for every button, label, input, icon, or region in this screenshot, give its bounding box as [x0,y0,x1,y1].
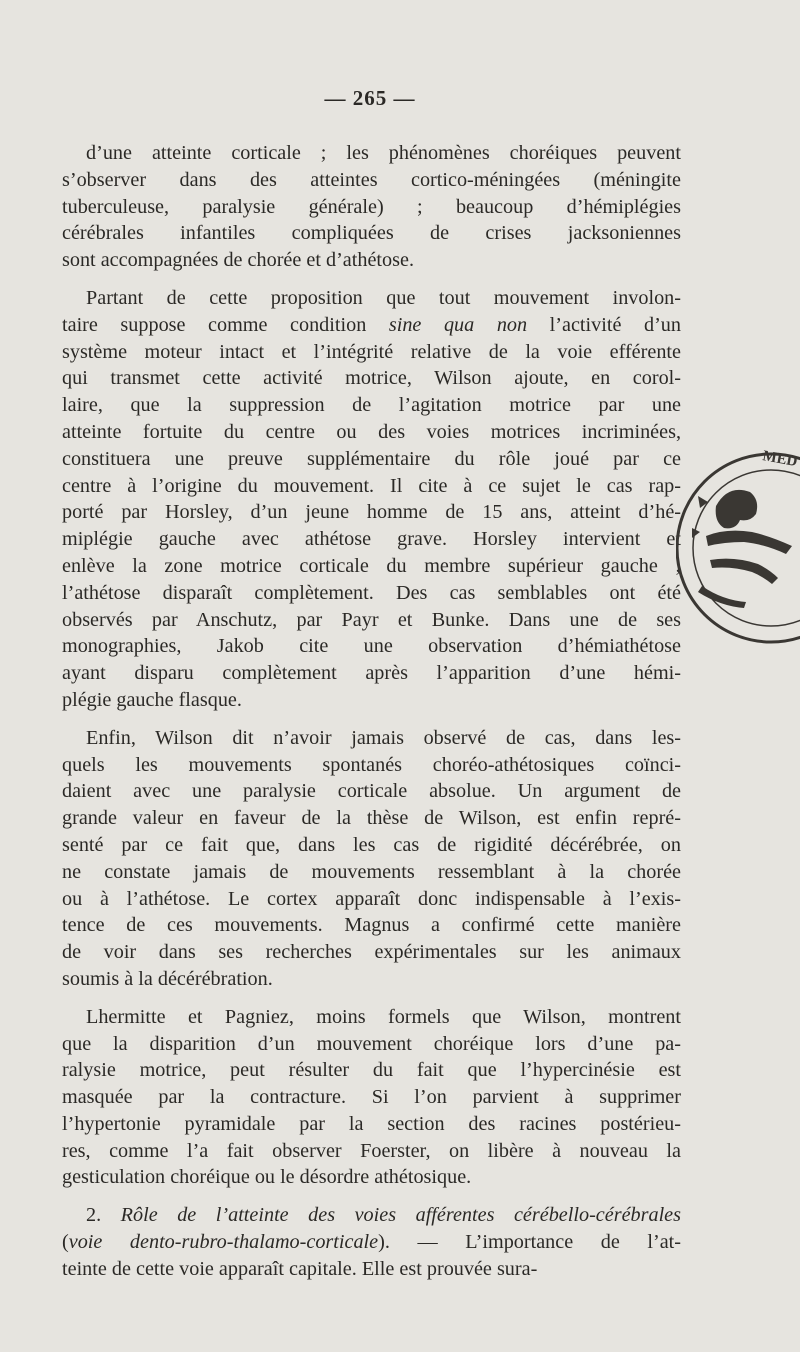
text-segment: Enfin, Wilson dit n’avoir jamais observé de cas, dans les- [86,726,681,749]
text-line [62,1138,681,1165]
text-line [62,365,681,392]
text-segment: centre à l’origine du mouvement. Il cite à ce sujet le cas rap- [62,474,681,497]
text-line [62,1057,681,1084]
text-line [62,392,681,419]
text-line [62,140,681,167]
text-line [62,966,681,993]
text-segment: constituera une preuve supplémentaire du rôle joué par ce [62,447,681,470]
text-line [62,886,681,913]
text-segment: 2. [86,1204,121,1227]
text-line [62,1256,681,1283]
text-segment: ralysie motrice, peut résulter du fait que l’hypercinésie est [62,1059,681,1082]
page-number: — 265 — [324,86,416,110]
text-segment: porté par Horsley, d’un jeune homme de 15 ans, atteint d’hé- [62,501,681,524]
paragraph-gap [62,1191,681,1202]
text-line [62,752,681,779]
text-segment: teinte de cette voie apparaît capitale. Elle est prouvée sura- [62,1257,538,1280]
text-line [62,553,681,580]
text-line [62,526,681,553]
text-segment: miplégie gauche avec athétose grave. Horsley intervient et [62,528,681,551]
text-segment: gesticulation choréique ou le désordre athétosique. [62,1166,472,1189]
text-segment: cérébrales infantiles compliquées de crises jacksoniennes [62,222,681,245]
text-segment: ou à l’athétose. Le cortex apparaît donc indispensable à l’exis- [62,887,681,910]
text-segment: monographies, Jakob cite une observation d’hémiathétose [62,635,681,658]
text-segment: ayant disparu complètement après l’apparition d’une hémi- [62,662,681,685]
text-line [62,1004,681,1031]
text-segment: quels les mouvements spontanés choréo-athétosiques coïnci- [62,753,681,776]
text-segment: observés par Anschutz, par Payr et Bunke. Dans une de ses [62,608,681,631]
text-segment: senté par ce fait que, dans les cas de rigidité décérébrée, on [62,833,681,856]
text-line [62,580,681,607]
italic-text: voie dento-rubro-thalamo-corticale [68,1231,379,1254]
text-line [62,419,681,446]
text-segment: soumis à la décérébration. [62,967,273,990]
italic-text: Rôle de l’atteinte des voies afférentes cérébello-cérébrales [120,1204,682,1227]
text-segment: Lhermitte et Pagniez, moins formels que Wilson, montrent [86,1005,681,1028]
text-segment: que la disparition d’un mouvement choréique lors d’une pa- [62,1032,681,1055]
paragraph [62,1004,681,1192]
text-line [62,312,681,339]
text-line [62,1031,681,1058]
text-line [62,285,681,312]
text-segment: l’athétose disparaît complètement. Des cas semblables ont été [62,581,681,604]
text-segment: atteinte fortuite du centre ou des voies motrices incriminées, [62,420,681,443]
text-line [62,247,681,274]
paragraph [62,285,681,714]
text-line [62,805,681,832]
text-line [62,473,681,500]
text-segment: daient avec une paralysie corticale absolue. Un argument de [62,780,681,803]
text-segment: système moteur intact et l’intégrité relative de la voie efférente [62,340,681,363]
text-line [62,725,681,752]
faculty-library-stamp-icon [676,436,800,666]
text-segment: ). — L’importance de l’at- [378,1231,681,1254]
text-segment: ( [62,1231,69,1254]
paragraph-gap [62,714,681,725]
paragraph [62,140,681,274]
text-line [62,660,681,687]
text-line [62,1164,681,1191]
text-line [62,1229,681,1256]
body-text [62,140,681,1283]
text-line [62,220,681,247]
text-segment: l’hypertonie pyramidale par la section des racines postérieu- [62,1112,681,1135]
text-segment: masquée par la contracture. Si l’on parvient à supprimer [62,1086,681,1109]
text-line [62,859,681,886]
text-line [62,1084,681,1111]
text-line [62,1111,681,1138]
text-line [62,939,681,966]
text-line [62,167,681,194]
text-line [62,1202,681,1229]
text-segment: sont accompagnées de chorée et d’athétose. [62,249,414,272]
text-segment: enlève la zone motrice corticale du membre supérieur gauche ; [62,554,681,577]
text-segment: qui transmet cette activité motrice, Wilson ajoute, en corol- [62,367,681,390]
paragraph [62,725,681,993]
text-segment: d’une atteinte corticale ; les phénomènes choréiques peuvent [86,142,681,164]
text-line [62,832,681,859]
text-segment: de voir dans ses recherches expérimentales sur les animaux [62,941,681,964]
text-segment: res, comme l’a fait observer Foerster, on libère à nouveau la [62,1139,681,1162]
text-line [62,778,681,805]
italic-text: sine qua non [388,313,528,336]
text-line [62,607,681,634]
text-segment: tuberculeuse, paralysie générale) ; beaucoup d’hémiplégies [62,195,681,218]
paragraph [62,1202,681,1282]
text-line [62,912,681,939]
text-segment: Partant de cette proposition que tout mouvement involon- [86,286,681,309]
text-segment: plégie gauche flasque. [62,688,242,711]
paragraph-gap [62,993,681,1004]
text-segment: s’observer dans des atteintes cortico-méningées (méningite [62,168,681,191]
text-segment: grande valeur en faveur de la thèse de Wilson, est enfin repré- [62,807,681,830]
text-segment: taire suppose comme condition [62,313,389,336]
text-line [62,194,681,221]
library-stamp [676,436,800,666]
text-segment: laire, que la suppression de l’agitation motrice par une [62,394,681,417]
text-line [62,446,681,473]
text-segment: tence de ces mouvements. Magnus a confirmé cette manière [62,914,681,937]
text-line [62,633,681,660]
text-line [62,499,681,526]
text-line [62,339,681,366]
paragraph-gap [62,274,681,285]
text-line [62,687,681,714]
stamp-text: MED [761,448,799,471]
text-segment: l’activité d’un [527,313,681,336]
text-segment: ne constate jamais de mouvements ressemblant à la chorée [62,860,681,883]
